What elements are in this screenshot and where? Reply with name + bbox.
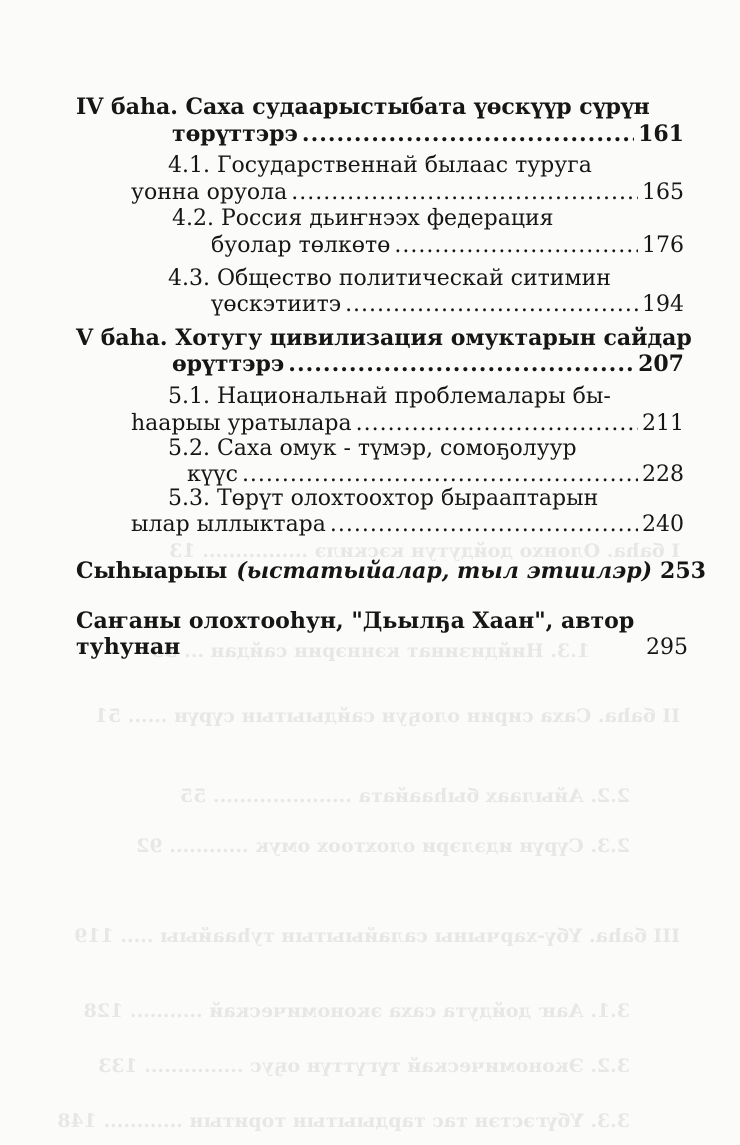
page-number: 240 — [642, 512, 684, 537]
section-4-3-line1 — [168, 266, 611, 292]
section-4-2-title-cont: буолар төлкөтө — [211, 233, 391, 258]
section-5-1-line1 — [168, 384, 611, 410]
chapter-5-title: V баһа. Хотугу цивилизация омуктарын сайдар — [76, 325, 692, 351]
author-title-cont: туһунан — [76, 634, 181, 660]
section-5-1-title-cont: һаарыы уратылара — [131, 411, 352, 436]
section-5-2-title-cont: күүс — [187, 462, 238, 487]
author-title: Саҥаны олохтооһун, "Дьылҕа Хаан", автор — [76, 608, 635, 634]
page-number: 211 — [642, 411, 684, 436]
leader-dots — [345, 292, 638, 318]
leader-dots — [302, 121, 634, 147]
page-number: 253 — [660, 558, 706, 584]
chapter-5-title-cont: өрүттэрэ — [172, 351, 285, 377]
section-4-1-title-cont: уонна оруола — [131, 180, 288, 205]
appendix-entry — [76, 558, 706, 584]
section-5-1-entry — [131, 411, 684, 437]
leader-dots — [356, 411, 638, 437]
leader-dots — [291, 180, 638, 206]
section-4-1-line1 — [168, 153, 592, 179]
author-entry — [76, 634, 688, 661]
section-5-3-title-cont: ылар ыллыктара — [131, 512, 326, 537]
section-4-1-title: 4.1. Государственнай былаас туруга — [168, 153, 592, 178]
chapter-4-title-cont: төрүттэрэ — [172, 121, 298, 147]
section-5-2-entry — [187, 462, 684, 488]
appendix-title: Сыһыарыы — [76, 558, 228, 584]
bleed-through-decoration: I баһа. Олонхо дойдутун кэскилэ ................ 13 1.3. Нийдизинат кэннэрин сайдан ... 39 II баһа. Саха сирин олоҕун сайдыытын сүрүн ...... 51 2.2. Айылаах быһаайата ..................... 55 2.3. Сүрүн идэлэри олохтоох омук ............ 92 III баһа. Үбү-харчыны салайыытын туһаайыы ..... 119 3.1. Ааҥ дойдута саха экономическай ........... 128 3.2. Экономическай түгүттүн оҕус ............... 133 3.3. Үбүгэстэн тас тардыытын торитын ............ 148 — [57, 540, 680, 1132]
page-number: 228 — [642, 462, 684, 487]
section-5-3-line1 — [168, 486, 598, 512]
chapter-4-title: IV баһа. Саха судаарыстыбата үөскүүр сүрүн — [76, 94, 650, 120]
section-5-1-title: 5.1. Национальнай проблемалары бы- — [168, 384, 611, 409]
section-5-3-title: 5.3. Төрүт олохтоохтор бырааптарын — [168, 486, 599, 511]
section-4-2-line1 — [172, 206, 554, 232]
leader-dots — [288, 351, 634, 377]
page-number: 295 — [646, 635, 688, 660]
page-number: 194 — [642, 292, 684, 317]
section-4-3-entry — [211, 292, 684, 318]
chapter-5-title-line1 — [76, 325, 692, 351]
section-5-3-entry — [131, 512, 684, 538]
chapter-4-title-line1 — [76, 94, 650, 120]
section-4-2-title: 4.2. Россия дьиҥнээх федерация — [172, 206, 554, 231]
page-number: 161 — [638, 121, 684, 147]
section-5-2-line1 — [168, 436, 577, 462]
page-number: 207 — [638, 351, 684, 377]
section-4-3-title-cont: үөскэтиитэ — [211, 292, 342, 317]
author-line1 — [76, 608, 634, 634]
page-number: 176 — [642, 233, 684, 258]
section-4-1-entry — [131, 180, 684, 206]
chapter-5-entry — [172, 351, 684, 377]
leader-dots — [330, 512, 638, 538]
chapter-4-entry — [172, 121, 684, 147]
section-5-2-title: 5.2. Саха омук - түмэр, сомоҕолуур — [168, 436, 577, 461]
section-4-3-title: 4.3. Общество политическай ситимин — [168, 266, 611, 291]
appendix-note: (ыстатыйалар, тыл этиилэр) — [236, 558, 653, 584]
section-4-2-entry — [211, 233, 684, 259]
page-number: 165 — [642, 180, 684, 205]
leader-dots — [394, 233, 638, 259]
leader-dots — [242, 462, 638, 488]
